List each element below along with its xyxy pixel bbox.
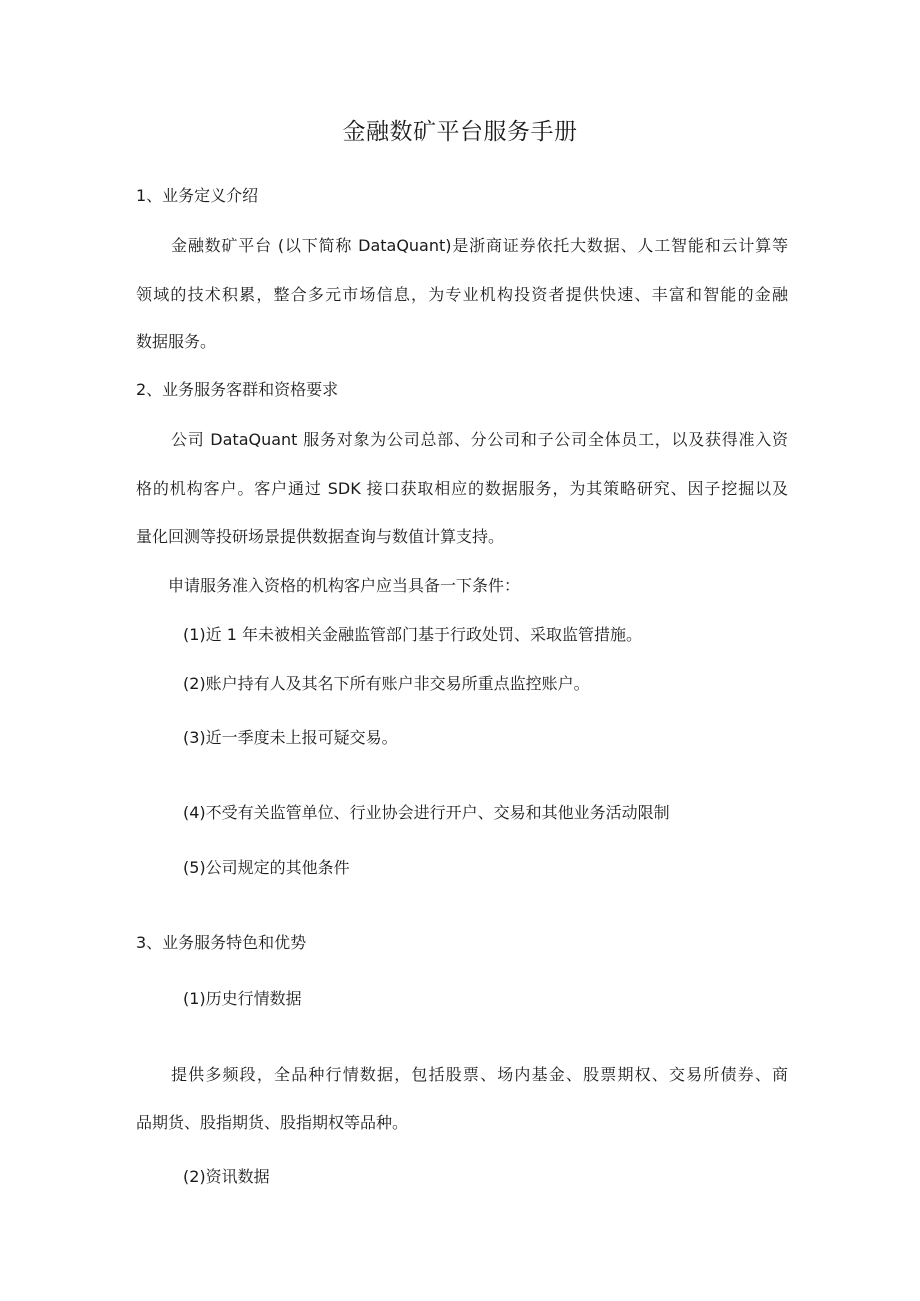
section-1-paragraph-line-2: 领域的技术积累，整合多元市场信息，为专业机构投资者提供快速、丰富和智能的金融 xyxy=(136,285,788,304)
section-2-paragraph-line-2: 格的机构客户。客户通过 SDK 接口获取相应的数据服务，为其策略研究、因子挖掘以及 xyxy=(136,479,788,498)
section-2-heading: 2、业务服务客群和资格要求 xyxy=(136,380,339,399)
section-2-conditions-intro: 申请服务准入资格的机构客户应当具备一下条件： xyxy=(168,576,521,595)
feature-description-line-1: 提供多频段，全品种行情数据，包括股票、场内基金、股票期权、交易所债券、商 xyxy=(171,1065,788,1084)
condition-item: (1)近 1 年未被相关金融监管部门基于行政处罚、采取监管措施。 xyxy=(183,625,643,644)
feature-description-line-2: 品期货、股指期货、股指期权等品种。 xyxy=(136,1113,409,1132)
section-3-heading: 3、业务服务特色和优势 xyxy=(136,933,307,952)
condition-item: (5)公司规定的其他条件 xyxy=(183,858,350,877)
document-title: 金融数矿平台服务手册 xyxy=(342,119,578,145)
section-1-heading: 1、业务定义介绍 xyxy=(136,186,259,205)
section-1-paragraph-line-1: 金融数矿平台 (以下简称 DataQuant)是浙商证券依托大数据、人工智能和云计算等 xyxy=(171,236,788,255)
condition-item: (3)近一季度未上报可疑交易。 xyxy=(183,728,398,747)
feature-label: (1)历史行情数据 xyxy=(183,989,302,1008)
section-2-paragraph-line-3: 量化回测等投研场景提供数据查询与数值计算支持。 xyxy=(136,527,505,546)
section-1-paragraph-line-3: 数据服务。 xyxy=(136,332,217,351)
section-2-paragraph-line-1: 公司 DataQuant 服务对象为公司总部、分公司和子公司全体员工，以及获得准入资 xyxy=(171,430,788,449)
condition-item: (4)不受有关监管单位、行业协会进行开户、交易和其他业务活动限制 xyxy=(183,803,670,822)
feature-label: (2)资讯数据 xyxy=(183,1167,270,1186)
condition-item: (2)账户持有人及其名下所有账户非交易所重点监控账户。 xyxy=(183,674,590,693)
